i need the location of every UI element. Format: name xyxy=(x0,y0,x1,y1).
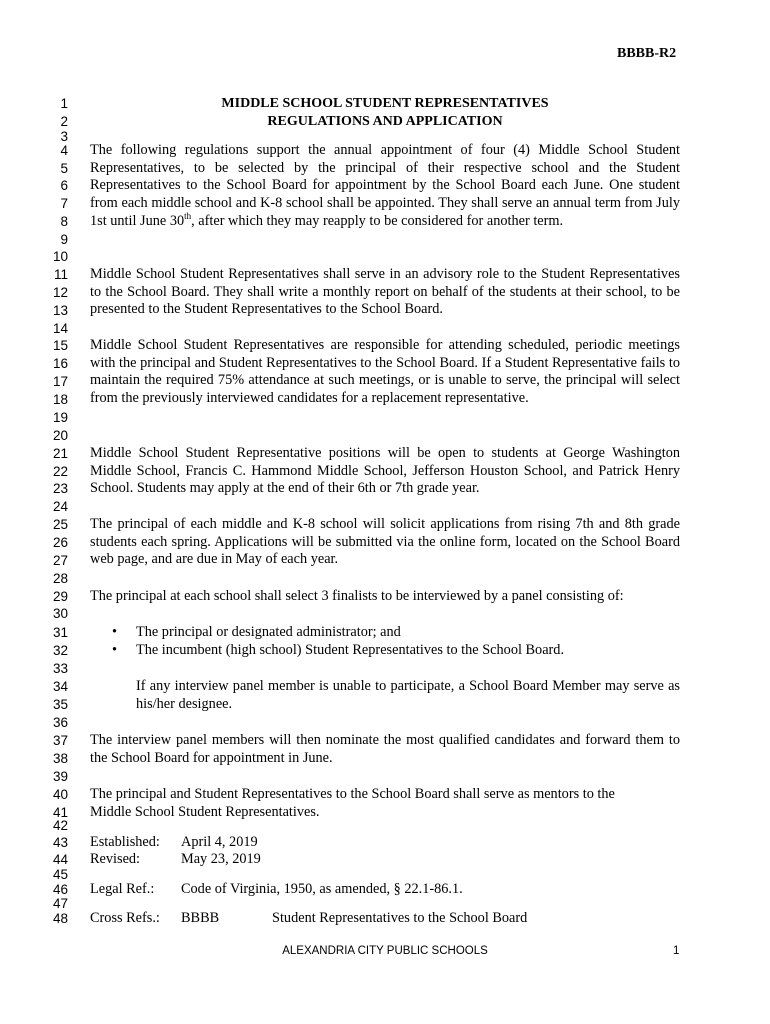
line-number: 31 xyxy=(52,625,68,640)
line-number: 1 xyxy=(60,96,68,111)
line-number: 33 xyxy=(52,661,68,676)
paragraph-intro xyxy=(90,142,680,231)
paragraph-nomination: The interview panel members will then nominate the most qualified candidates and forward them to the School Board for appointment in June. xyxy=(90,732,680,766)
page-number: 1 xyxy=(673,945,680,957)
legal-ref-value: Code of Virginia, 1950, as amended, § 22.1-86.1. xyxy=(181,881,463,897)
line-number: 23 xyxy=(52,481,68,496)
paragraph-eligible-schools: Middle School Student Representative positions will be open to students at George Washington Middle School, Francis C. Hammond Middle School, Jefferson Houston School, and Patrick Henry School. Students may apply at the end of their 6th or 7th grade year. xyxy=(90,445,680,497)
line-number: 44 xyxy=(52,852,68,867)
line-number: 48 xyxy=(52,911,68,926)
line-number: 42 xyxy=(52,818,68,833)
revised-value: May 23, 2019 xyxy=(181,851,261,867)
line-number: 8 xyxy=(60,214,68,229)
line-number: 16 xyxy=(52,356,68,371)
line-number: 11 xyxy=(53,267,68,282)
paragraph-mentors-line-1: The principal and Student Representatives to the School Board shall serve as mentors to the xyxy=(90,786,615,802)
line-number: 24 xyxy=(52,499,68,514)
line-number: 38 xyxy=(52,751,68,766)
line-number: 29 xyxy=(52,589,68,604)
line-number: 46 xyxy=(52,882,68,897)
line-number: 47 xyxy=(52,896,68,911)
established-label: Established: xyxy=(90,834,160,850)
legal-ref-label: Legal Ref.: xyxy=(90,881,155,897)
established-value: April 4, 2019 xyxy=(181,834,258,850)
line-number: 26 xyxy=(52,535,68,550)
line-number: 4 xyxy=(60,143,68,158)
line-number: 12 xyxy=(52,285,68,300)
footer-organization: ALEXANDRIA CITY PUBLIC SCHOOLS xyxy=(282,945,488,957)
line-number: 20 xyxy=(52,428,68,443)
line-number: 15 xyxy=(52,338,68,353)
cross-ref-title: Student Representatives to the School Board xyxy=(272,910,528,926)
line-number: 7 xyxy=(60,196,68,211)
line-number: 28 xyxy=(52,571,68,586)
line-number: 40 xyxy=(52,787,68,802)
paragraph-applications: The principal of each middle and K-8 school will solicit applications from rising 7th and 8th grade students each spring. Applications will be submitted via the online form, located on the School Board web page, and are due in May of each year. xyxy=(90,516,680,568)
cross-ref-code: BBBB xyxy=(181,910,220,926)
line-number: 17 xyxy=(52,374,68,389)
line-number: 41 xyxy=(52,805,68,820)
line-number: 43 xyxy=(52,835,68,850)
line-number: 25 xyxy=(52,517,68,532)
line-number: 30 xyxy=(52,606,68,621)
line-number: 22 xyxy=(52,464,68,479)
line-number: 3 xyxy=(60,129,68,144)
line-number: 5 xyxy=(60,161,68,176)
bullet-item: The incumbent (high school) Student Representatives to the School Board. xyxy=(136,642,565,658)
line-number: 10 xyxy=(52,249,68,264)
line-number: 19 xyxy=(52,410,68,425)
paragraph-designee: If any interview panel member is unable to participate, a School Board Member may serve as his/her designee. xyxy=(136,678,680,712)
page-title-line-1: MIDDLE SCHOOL STUDENT REPRESENTATIVES xyxy=(221,96,549,111)
document-code: BBBB-R2 xyxy=(617,46,677,61)
line-number: 32 xyxy=(52,643,68,658)
paragraph-advisory-role: Middle School Student Representatives shall serve in an advisory role to the Student Representatives to the School Board. They shall write a monthly report on behalf of the students at their school, to be presented to the Student Representatives to the School Board. xyxy=(90,266,680,318)
bullet-item: The principal or designated administrator; and xyxy=(136,624,401,640)
paragraph-finalists: The principal at each school shall select 3 finalists to be interviewed by a panel consisting of: xyxy=(90,588,624,604)
line-number: 36 xyxy=(52,715,68,730)
line-number: 34 xyxy=(52,679,68,694)
line-number: 13 xyxy=(52,303,68,318)
intro-text-end: , after which they may reapply to be considered for another term. xyxy=(191,212,564,229)
paragraph-responsibilities: Middle School Student Representatives are responsible for attending scheduled, periodic meetings with the principal and Student Representatives to the School Board. If a Student Representative fails to maintain the required 75% attendance at such meetings, or is unable to serve, the principal will select from the previously interviewed candidates for a replacement representative. xyxy=(90,337,680,407)
intro-superscript: th xyxy=(184,211,192,222)
line-number: 39 xyxy=(52,769,68,784)
revised-label: Revised: xyxy=(90,851,141,867)
intro-text: The following regulations support the annual appointment of four (4) Middle School Student Representatives, to be selected by the principal of their respective school and the Student Representatives to the School Board for appointment by the School Board each June. One student from each middle school and K-8 school shall be appointed. They shall serve an annual term from July 1st until June 30 xyxy=(90,142,680,229)
line-number: 35 xyxy=(52,697,68,712)
line-number: 27 xyxy=(52,553,68,568)
cross-ref-label: Cross Refs.: xyxy=(90,910,160,926)
paragraph-mentors-line-2: Middle School Student Representatives. xyxy=(90,804,320,820)
line-number: 9 xyxy=(60,232,68,247)
line-number: 6 xyxy=(60,178,68,193)
line-number: 45 xyxy=(52,867,68,882)
bullet-marker: • xyxy=(112,642,118,658)
line-number: 37 xyxy=(52,733,68,748)
page-title-line-2: REGULATIONS AND APPLICATION xyxy=(267,114,503,129)
line-number: 14 xyxy=(52,321,68,336)
line-number: 18 xyxy=(52,392,68,407)
line-number: 21 xyxy=(52,446,68,461)
line-number: 2 xyxy=(60,114,68,129)
bullet-marker: • xyxy=(112,624,118,640)
